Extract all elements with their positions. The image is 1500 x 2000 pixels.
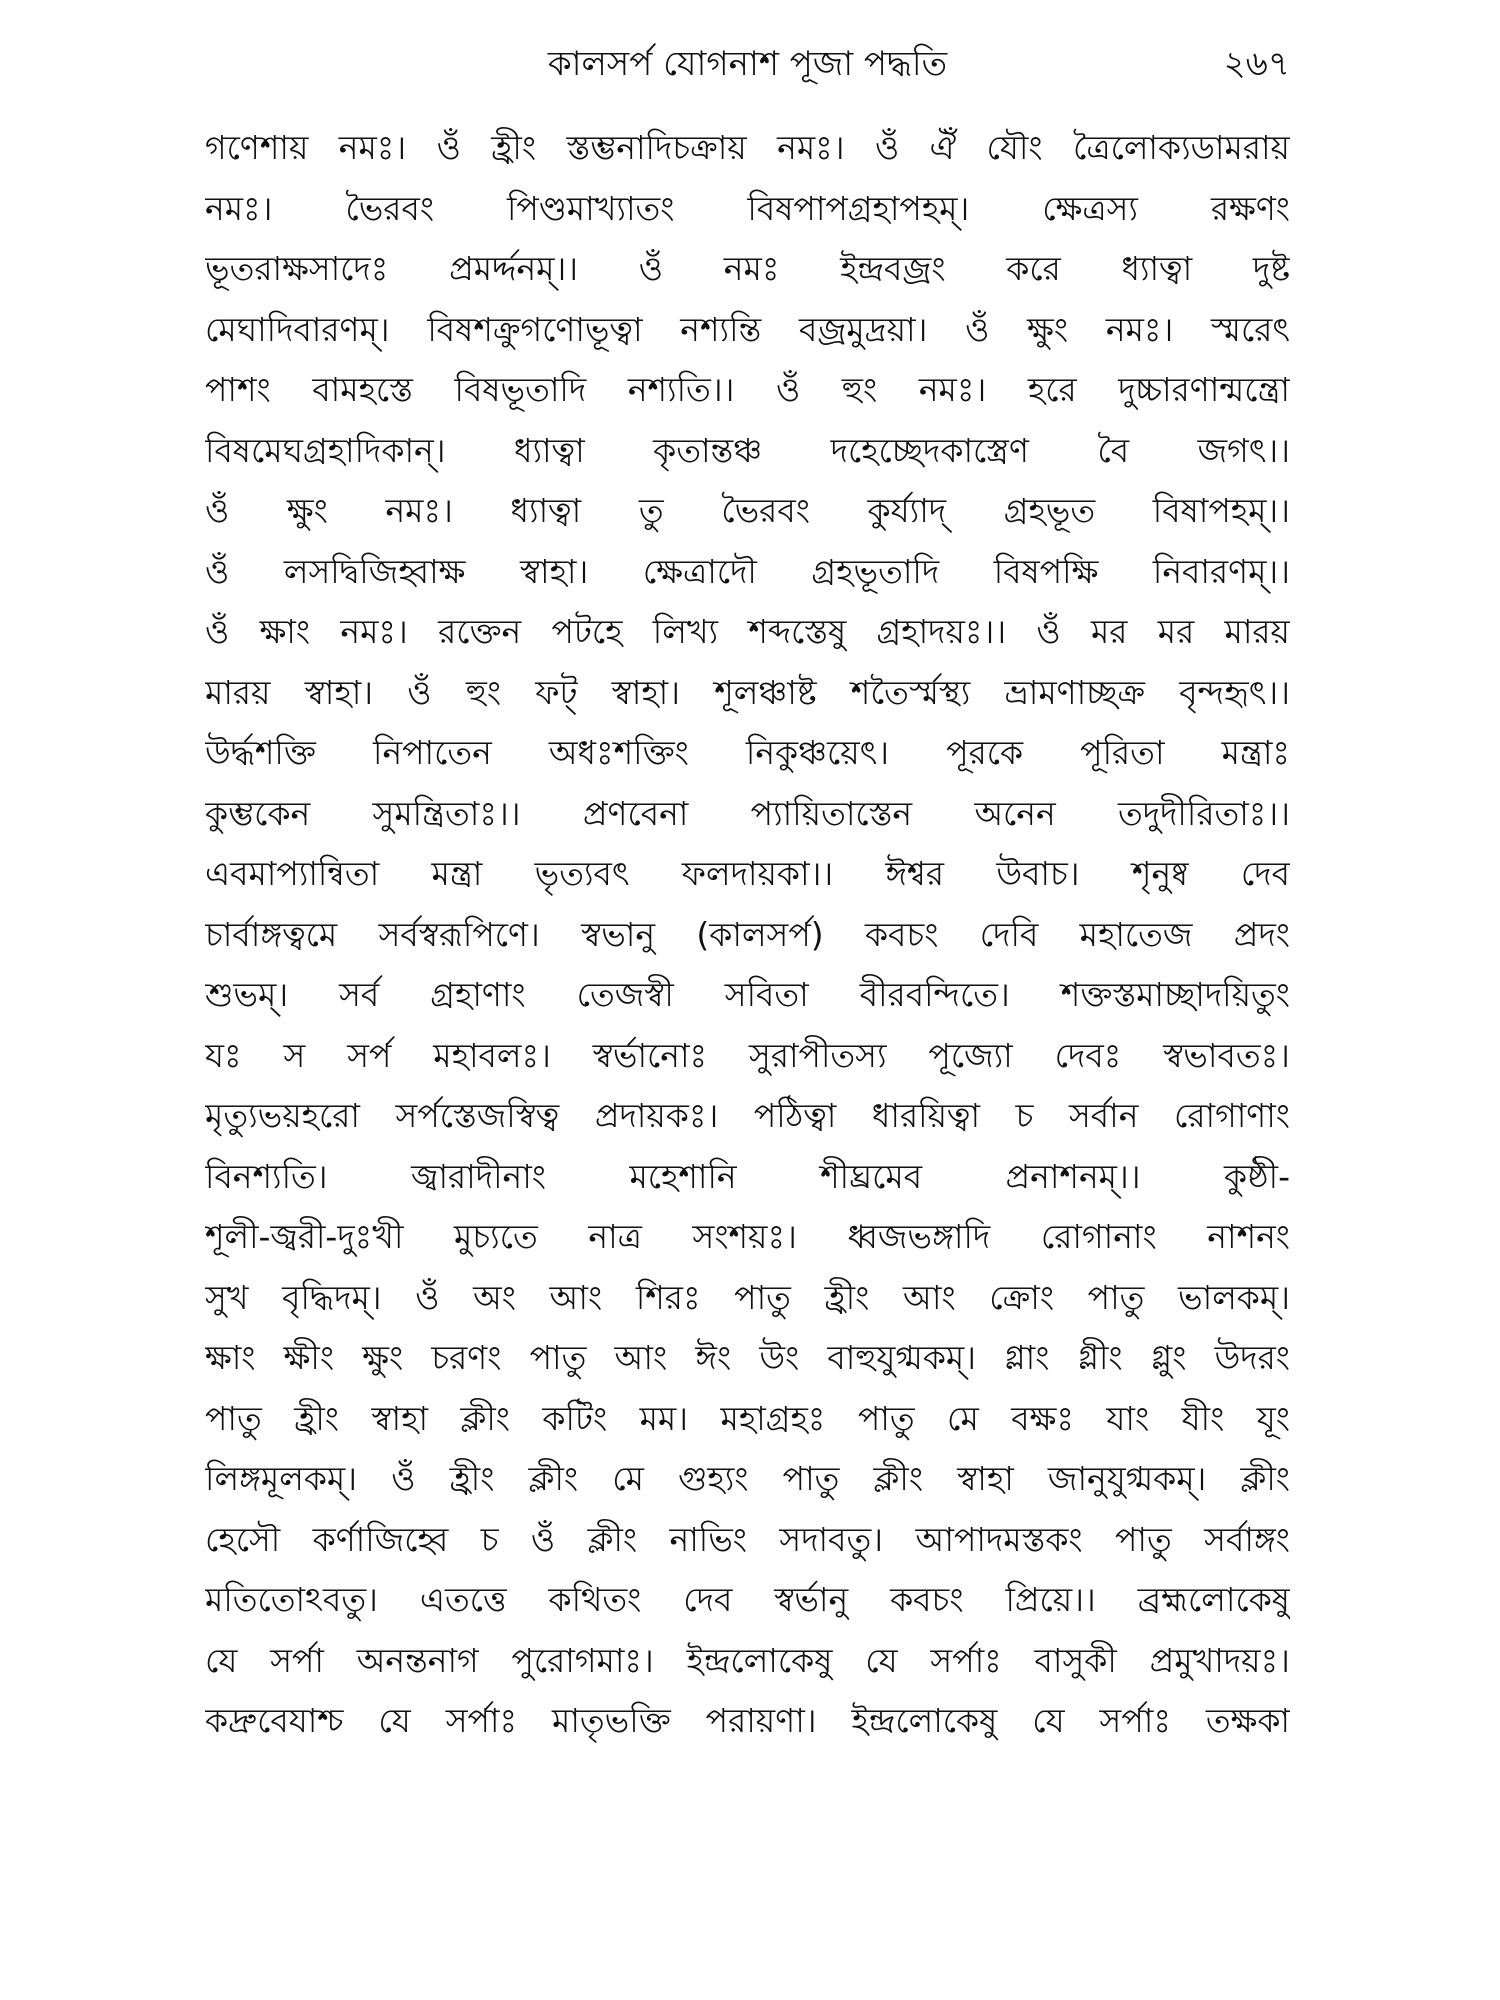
text-line: চার্বাঙ্গত্বমে সর্বস্বরূপিণে। স্বভানু (কালসর্প) কবচং দেবি মহাতেজ প্রদং xyxy=(205,914,1290,954)
body-text xyxy=(205,118,1290,1752)
text-line: ক্ষাং ক্ষীং ক্ষুং চরণং পাতু আং ঈং উং বাহুযুগ্মকম্। গ্লাং গ্লীং গ্লুং উদরং xyxy=(205,1338,1290,1377)
text-line: যঃ স সর্প মহাবলঃ। স্বর্ভানোঃ সুরাপীতস্য পূজ্যো দেবঃ স্বভাবতঃ। xyxy=(205,1035,1290,1075)
text-line: শূলী-জ্বরী-দুঃখী মুচ্যতে নাত্র সংশয়ঃ। ধ্বজভঙ্গাদি রোগানাং নাশনং xyxy=(205,1217,1290,1256)
text-line: শুভম্। সর্ব গ্রহাণাং তেজস্বী সবিতা বীরবন্দিতে। শক্তস্তমাচ্ছাদয়িতুং xyxy=(205,975,1290,1014)
text-line: বিষমেঘগ্রহাদিকান্। ধ্যাত্বা কৃতান্তঞ্চ দহেচ্ছেদকাস্ত্রেণ বৈ জগৎ।। xyxy=(205,430,1290,470)
text-line: হেসৌ কর্ণাজিহ্বে চ ওঁ ক্লীং নাভিং সদাবতু। আপাদমস্তকং পাতু সর্বাঙ্গং xyxy=(205,1519,1290,1559)
text-line: নমঃ। ভৈরবং পিণ্ডমাখ্যাতং বিষপাপগ্রহাপহম্। ক্ষেত্রস্য রক্ষণং xyxy=(205,188,1290,228)
text-line: ওঁ লসদ্বিজিহ্বাক্ষ স্বাহা। ক্ষেত্রাদৌ গ্রহভূতাদি বিষপক্ষি নিবারণম্।। xyxy=(205,551,1290,591)
text-line: লিঙ্গমূলকম্। ওঁ হ্রীং ক্লীং মে গুহ্যং পাতু ক্লীং স্বাহা জানুযুগ্মকম্। ক্লীং xyxy=(205,1459,1290,1498)
text-line: এবমাপ্যান্বিতা মন্ত্রা ভৃত্যবৎ ফলদায়কা।। ঈশ্বর উবাচ। শৃনুষ্ব দেব xyxy=(205,854,1290,893)
text-line: যে সর্পা অনন্তনাগ পুরোগমাঃ। ইন্দ্রলোকেষু যে সর্পাঃ বাসুকী প্রমুখাদয়ঃ। xyxy=(205,1640,1290,1680)
text-line: কদ্রুবেযাশ্চ যে সর্পাঃ মাতৃভক্তি পরায়ণা। ইন্দ্রলোকেষু যে সর্পাঃ তক্ষকা xyxy=(205,1701,1290,1740)
text-line: মতিতোঽবতু। এতত্তে কথিতং দেব স্বর্ভানু কবচং প্রিয়ে।। ব্রহ্মলোকেষু xyxy=(205,1580,1290,1619)
text-line: মৃত্যুভয়হরো সর্পস্তেজস্বিত্ব প্রদায়কঃ। পঠিত্বা ধারয়িত্বা চ সর্বান রোগাণাং xyxy=(205,1096,1290,1135)
text-line: মেঘাদিবারণম্। বিষশক্রুগণোভূত্বা নশ্যন্তি বজ্রমুদ্রয়া। ওঁ ক্ষুং নমঃ। স্মরেৎ xyxy=(205,309,1290,349)
text-line: সুখ বৃদ্ধিদম্। ওঁ অং আং শিরঃ পাতু হ্রীং আং ক্রোং পাতু ভালকম্। xyxy=(205,1277,1290,1317)
text-line: বিনশ্যতি। জ্বারাদীনাং মহেশানি শীঘ্রমেব প্রনাশনম্।। কুষ্ঠী- xyxy=(205,1156,1290,1196)
text-line: ওঁ ক্ষুং নমঃ। ধ্যাত্বা তু ভৈরবং কুর্য্যাদ্ গ্রহভূত বিষাপহম্।। xyxy=(205,491,1290,530)
text-line: মারয় স্বাহা। ওঁ হুং ফট্ স্বাহা। শূলঞ্চাষ্ট শতৈর্স্মস্থ্য ভ্রামণাচ্ছক্র বৃন্দহৃৎ।। xyxy=(205,672,1290,712)
page-header xyxy=(205,36,1290,92)
text-line: পাতু হ্রীং স্বাহা ক্লীং কটিং মম। মহাগ্রহঃ পাতু মে বক্ষঃ যাং যীং যূং xyxy=(205,1398,1290,1438)
text-line: পাশং বামহস্তে বিষভূতাদি নশ্যতি।। ওঁ হুং নমঃ। হরে দুচ্চারণান্মন্ত্রো xyxy=(205,370,1290,409)
text-line: গণেশায় নমঃ। ওঁ হ্রীং স্তম্ভনাদিচক্রায় নমঃ। ওঁ ঐঁ যৌং ত্রৈলোক্যডামরায় xyxy=(205,128,1290,167)
text-line: ভূতরাক্ষসাদেঃ প্রমর্দ্দনম্।। ওঁ নমঃ ইন্দ্রবজ্রং করে ধ্যাত্বা দুষ্ট xyxy=(205,249,1290,288)
text-line: কুম্ভকেন সুমন্ত্রিতাঃ।। প্রণবেনা প্যায়িতাস্তেন অনেন তদুদীরিতাঃ।। xyxy=(205,793,1290,833)
page-number: ২৬৭ xyxy=(1223,44,1290,84)
running-title: কালসর্প যোগনাশ পূজা পদ্ধতি xyxy=(547,44,948,84)
text-line: ওঁ ক্ষাং নমঃ। রক্তেন পটহে লিখ্য শব্দস্তেষু গ্রহাদয়ঃ।। ওঁ মর মর মারয় xyxy=(205,612,1290,651)
text-line: উর্দ্ধশক্তি নিপাতেন অধঃশক্তিং নিকুঞ্চয়েৎ। পূরকে পূরিতা মন্ত্রাঃ xyxy=(205,733,1290,772)
